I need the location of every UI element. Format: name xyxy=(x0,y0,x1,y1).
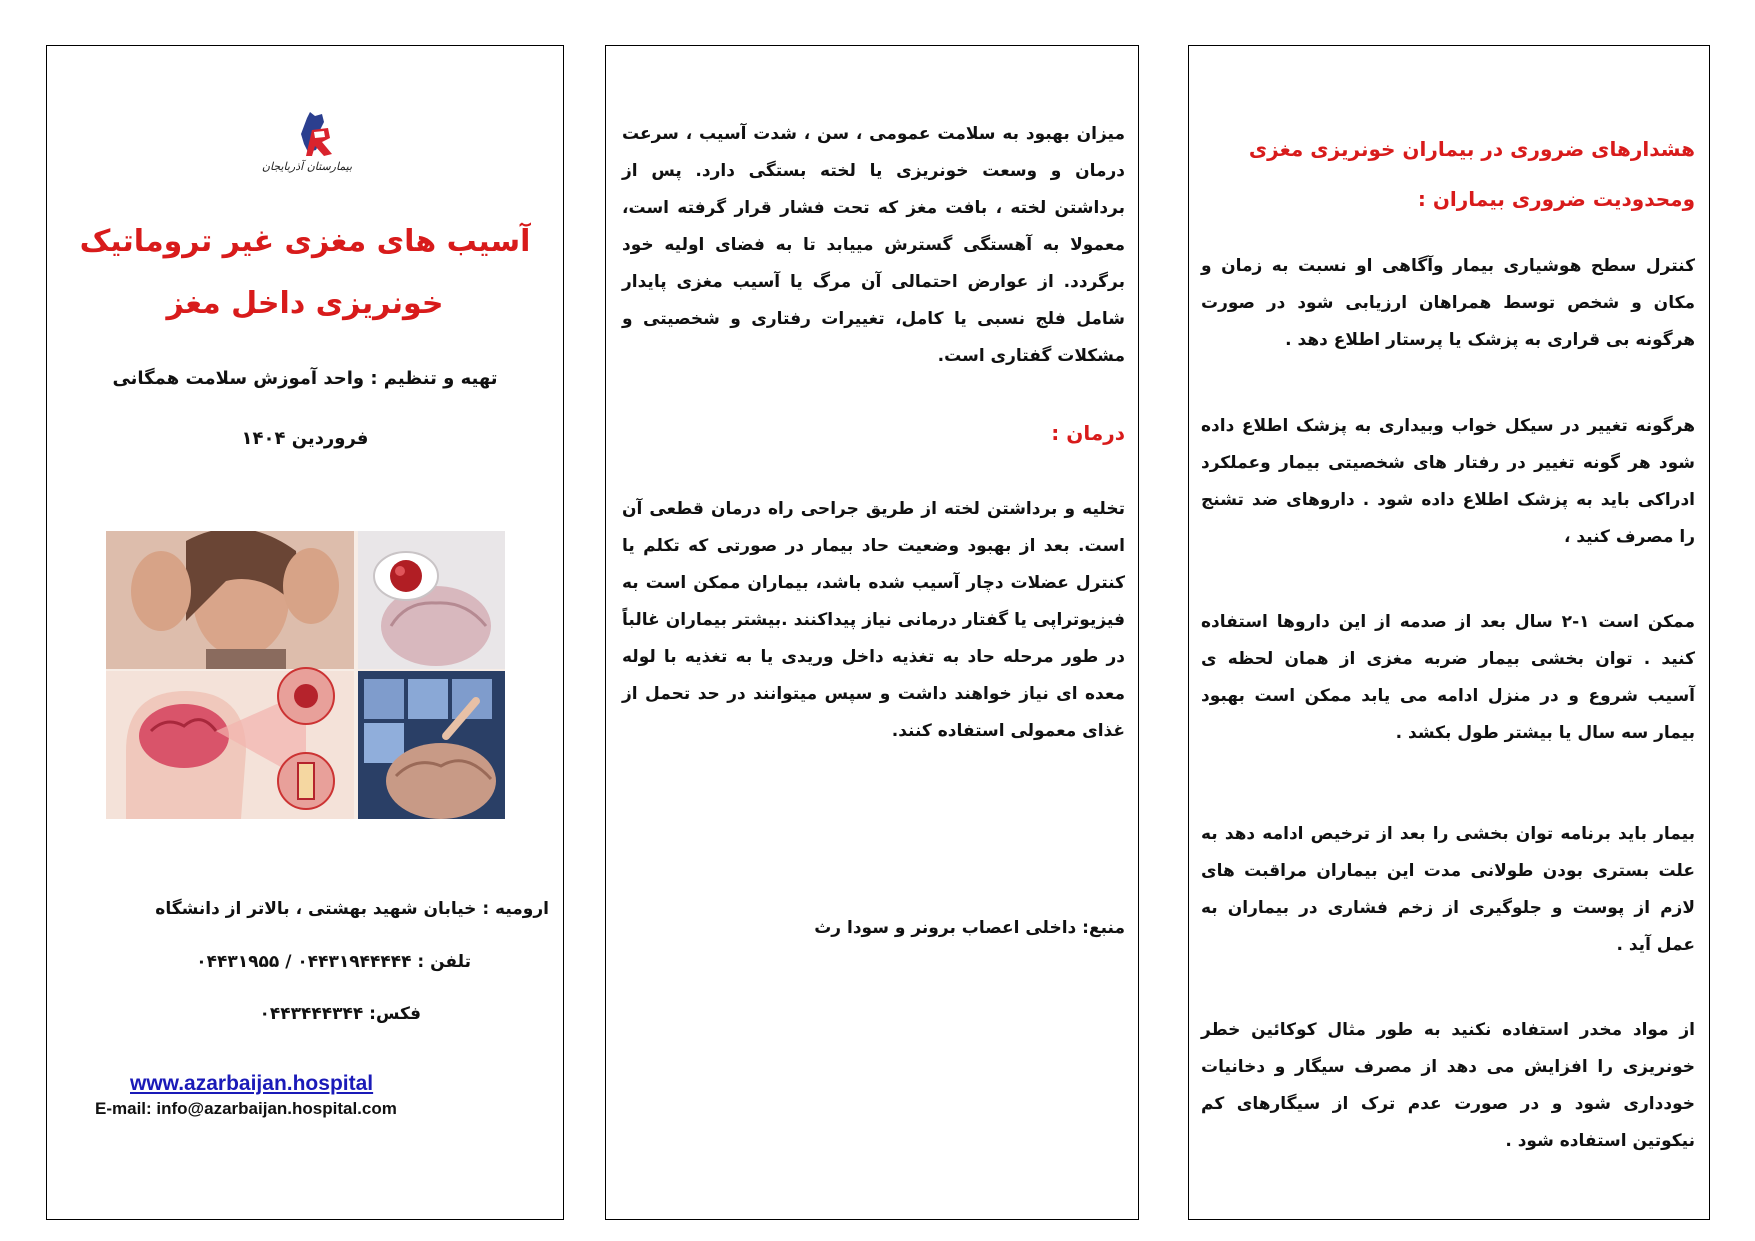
warning-paragraph: هرگونه تغییر در سیکل خواب وبیداری به پزشک اطلاع داده شود هر گونه تغییر در رفتار های شخصیتی بیمار وعملکرد ادراکی باید به پزشک اطلاع داده شود . داروهای ضد تشنج را مصرف کنید ، xyxy=(1201,416,1695,547)
email: E-mail: info@azarbaijan.hospital.com xyxy=(95,1099,397,1118)
warnings-heading xyxy=(1201,124,1695,224)
brain-hemorrhage-collage xyxy=(106,531,505,819)
fax: فکس: ۰۴۴۳۴۴۴۳۴۴ xyxy=(259,1004,421,1024)
phone: تلفن : ۰۴۴۳۱۹۴۴۴۴۴ / ۰۴۴۳۱۹۵۵ xyxy=(196,952,471,972)
warning-paragraph: از مواد مخدر استفاده نکنید به طور مثال کوکائین خطر خونریزی را افزایش می دهد از مصرف سیگار و دخانیات خودداری شود و در صورت عدم ترک از سیگارهای کم نیکوتین استفاده شود . xyxy=(1201,1020,1695,1151)
warnings-heading-line-2: ومحدودیت ضروری بیماران : xyxy=(1417,187,1695,211)
treatment-paragraph: تخلیه و برداشتن لخته از طریق جراحی راه درمان قطعی آن است. بعد از بهبود وضعیت حاد بیمار در صورتی که تکلم یا کنترل عضلات دچار آسیب شده باشد، بیماران ممکن است به فیزیوتراپی یا گفتار درمانی نیاز پیداکنند .بیشتر بیماران غالباً در طور مرحله حاد به تغذیه داخل وریدی یا به تغذیه با لوله معده ای نیاز خواهند داشت و سپس میتوانند در حد تحمل از غذای معمولی استفاده کنند. xyxy=(622,499,1125,741)
treatment-heading: درمان : xyxy=(1051,421,1125,445)
cover-panel xyxy=(46,45,564,1220)
title-line-1: آسیب های مغزی غیر تروماتیک xyxy=(79,224,531,259)
website-link[interactable]: www.azarbaijan.hospital xyxy=(130,1072,374,1095)
treatment-panel xyxy=(605,45,1139,1220)
title-line-2: خونریزی داخل مغز xyxy=(166,286,444,321)
publication-date: فروردین ۱۴۰۴ xyxy=(241,428,369,449)
address: ارومیه : خیابان شهید بهشتی ، بالاتر از دانشگاه xyxy=(155,899,549,919)
warning-paragraph: ممکن است ۱-۲ سال بعد از صدمه از این داروها استفاده کنید . توان بخشی بیمار ضربه مغزی از همان لحظه ی آسیب شروع و در منزل ادامه می یابد ممکن است بهبود بیمار سه سال یا بیشتر طول بکشد . xyxy=(1201,612,1695,743)
prepared-by: تهیه و تنظیم : واحد آموزش سلامت همگانی xyxy=(112,368,498,389)
warnings-heading-line-1: هشدارهای ضروری در بیماران خونریزی مغزی xyxy=(1248,137,1695,161)
warnings-panel xyxy=(1188,45,1710,1220)
warning-paragraph: کنترل سطح هوشیاری بیمار وآگاهی او نسبت به زمان و مکان و شخص توسط همراهان ارزیابی شود در صورت هرگونه بی قراری به پزشک یا پرستار اطلاع دهد . xyxy=(1201,256,1695,350)
warning-paragraph: بیمار باید برنامه توان بخشی را بعد از ترخیص ادامه دهد به علت بستری بودن طولانی مدت این بیماران مراقبت های لازم از پوست و جلوگیری از زخم فشاری در بیماران به عمل آید . xyxy=(1201,824,1695,955)
logo-caption: بیمارستان آذربایجان xyxy=(261,160,353,173)
recovery-paragraph: میزان بهبود به سلامت عمومی ، سن ، شدت آسیب ، سرعت درمان و وسعت خونریزی یا لخته بستگی دارد. پس از برداشتن لخته ، بافت مغز که تحت فشار قرار گرفته است، معمولا به آهستگی گسترش مییابد تا به فضای اولیه خود برگردد. از عوارض احتمالی آن مرگ یا آسیب مغزی پایدار شامل فلج نسبی یا کامل، تغییرات رفتاری و شخصیتی و مشکلات گفتاری است. xyxy=(622,124,1125,366)
source-reference: منبع: داخلی اعصاب برونر و سودا رث xyxy=(814,918,1125,938)
